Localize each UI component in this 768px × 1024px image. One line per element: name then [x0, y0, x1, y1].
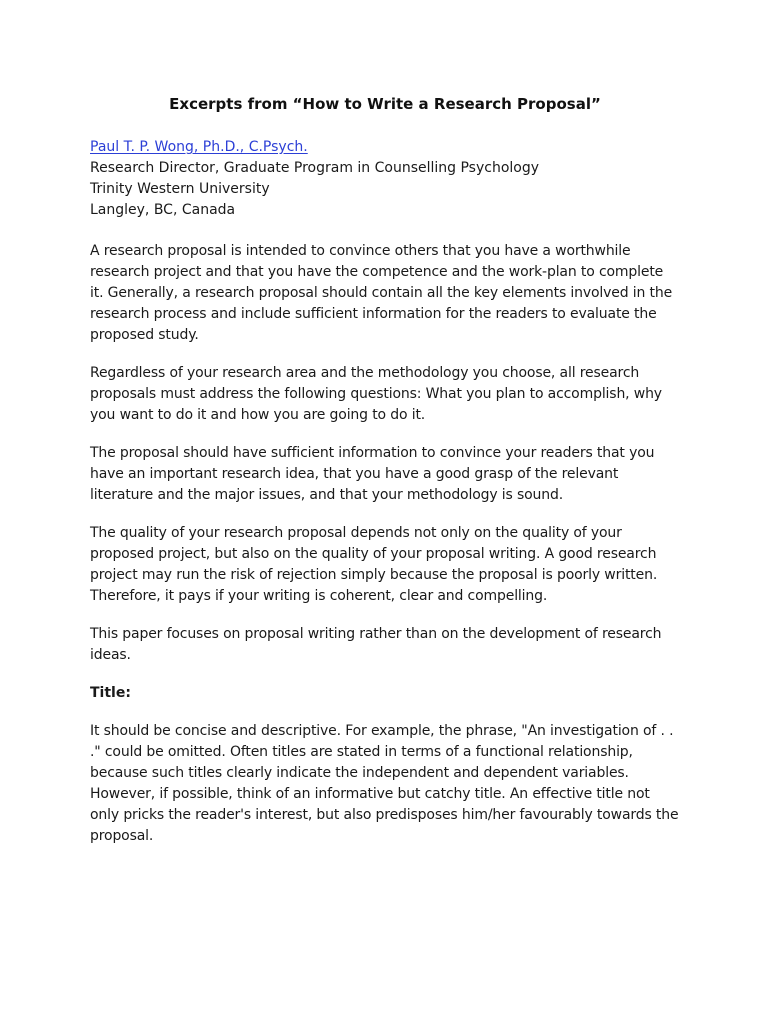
- author-position: Research Director, Graduate Program in Counselling Psychology: [90, 160, 540, 176]
- author-location: Langley, BC, Canada: [90, 202, 236, 218]
- paragraph-title-guidance: It should be concise and descriptive. For example, the phrase, "An investigation of . . ." could be omitted. Often titles are stated in terms of a functional relationship, because such titles clearly indicate the independent and dependent variables. However, if possible, think of an informative but catchy title. An effective title not only pricks the reader's interest, but also predisposes him/her favourably towards the proposal.: [90, 723, 679, 844]
- paragraph-quality: The quality of your research proposal depends not only on the quality of your proposed project, but also on the quality of your proposal writing. A good research project may run the risk of rejection simply because the proposal is poorly written. Therefore, it pays if your writing is coherent, clear and compelling.: [90, 525, 658, 604]
- paragraph-questions: Regardless of your research area and the methodology you choose, all research proposals must address the following questions: What you plan to accomplish, why you want to do it and how you are going to do it.: [90, 365, 662, 423]
- paragraph-focus: This paper focuses on proposal writing rather than on the development of research ideas.: [90, 626, 662, 663]
- section-heading-title: Title:: [90, 685, 131, 701]
- author-institution: Trinity Western University: [90, 181, 270, 197]
- paragraph-purpose: A research proposal is intended to convince others that you have a worthwhile research project and that you have the competence and the work-plan to complete it. Generally, a research proposal should contain all the key elements involved in the research process and include sufficient information for the readers to evaluate the proposed study.: [90, 243, 673, 343]
- document-title: Excerpts from “How to Write a Research Proposal”: [169, 95, 601, 113]
- author-name-link[interactable]: Paul T. P. Wong, Ph.D., C.Psych.: [90, 139, 308, 155]
- paragraph-sufficient-information: The proposal should have sufficient information to convince your readers that you have an important research idea, that you have a good grasp of the relevant literature and the major issues, and that your methodology is sound.: [90, 445, 655, 503]
- author-block: [90, 137, 680, 221]
- document-body: [90, 94, 680, 864]
